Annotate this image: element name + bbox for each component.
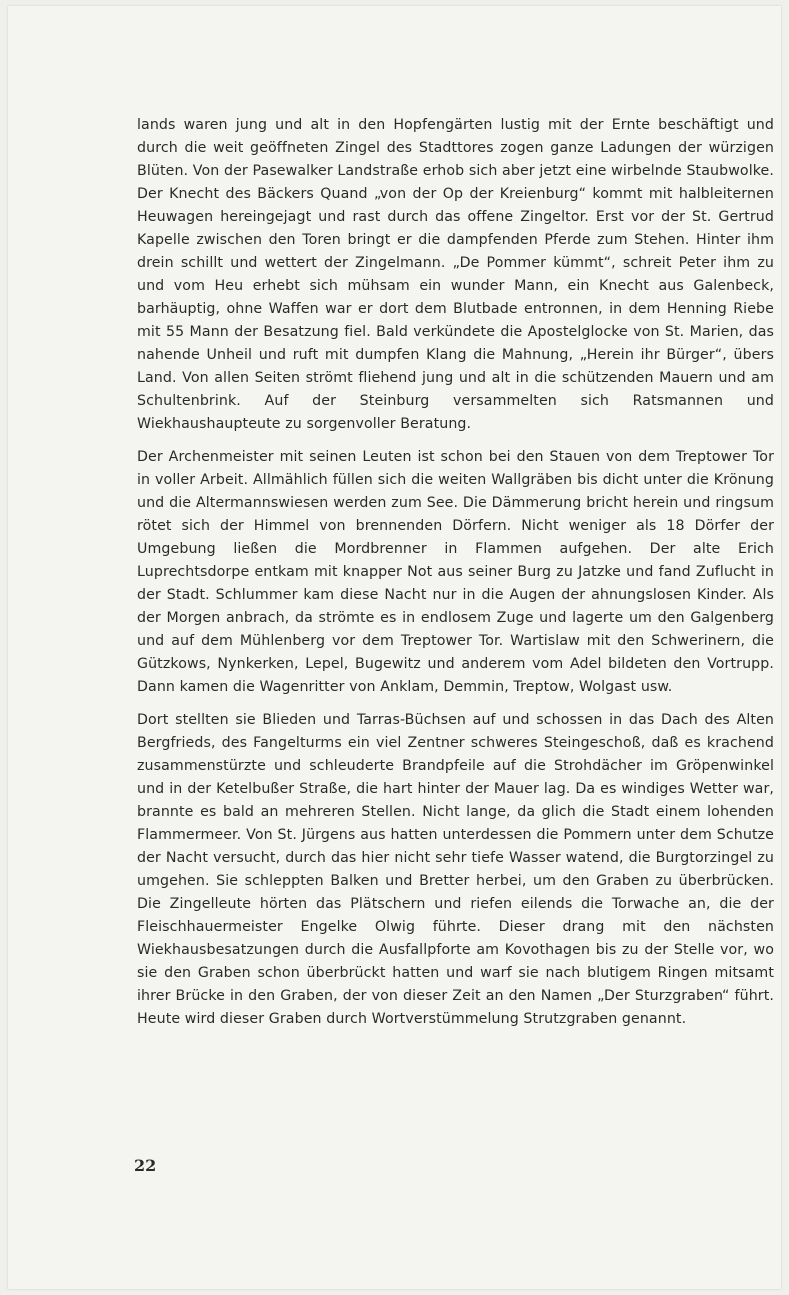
paragraph-3: Dort stellten sie Blieden und Tarras-Büchsen auf und schossen in das Dach des Alten Bergfrieds, des Fangelturms ein viel Zentner schweres Steingeschoß, daß es krachend zusammenstürzte und schleuderte Brandpfeile auf die Strohdächer im Gröpenwinkel und in der Ketelbußer Straße, die hart hinter der Mauer lag. Da es windiges Wetter war, brannte es bald an mehreren Stellen. Nicht lange, da glich die Stadt einem lohenden Flammermeer. Von St. Jürgens aus hatten unterdessen die Pommern unter dem Schutze der Nacht versucht, durch das hier nicht sehr tiefe Wasser watend, die Burgtorzingel zu umgehen. Sie schleppten Balken und Bretter herbei, um den Graben zu überbrücken. Die Zingelleute hörten das Plätschern und riefen eilends die Torwache an, die der Fleischhauermeister Engelke Olwig führte. Dieser drang mit den nächsten Wiekhausbesatzungen durch die Ausfallpforte am Kovothagen bis zu der Stelle vor, wo sie den Graben schon überbrückt hatten und warf sie nach blutigem Ringen mitsamt ihrer Brücke in den Graben, der von dieser Zeit an den Namen „Der Sturzgraben“ führt. Heute wird dieser Graben durch Wortverstümmelung Strutzgraben genannt.	[137, 712, 774, 1027]
paragraph-1: lands waren jung und alt in den Hopfengärten lustig mit der Ernte beschäftigt und durch die weit geöffneten Zingel des Stadttores zogen ganze Ladungen der würzigen Blüten. Von der Pasewalker Landstraße erhob sich aber jetzt eine wirbelnde Staubwolke. Der Knecht des Bäckers Quand „von der Op der Kreienburg“ kommt mit halbleiternen Heuwagen hereingejagt und rast durch das offene Zingeltor. Erst vor der St. Gertrud Kapelle zwischen den Toren bringt er die dampfenden Pferde zum Stehen. Hinter ihm drein schillt und wettert der Zingelmann. „De Pommer kümmt“, schreit Peter ihm zu und vom Heu erhebt sich mühsam ein wunder Mann, ein Knecht aus Galenbeck, barhäuptig, ohne Waffen war er dort dem Blutbade entronnen, in dem Henning Riebe mit 55 Mann der Besatzung fiel. Bald verkündete die Apostelglocke von St. Marien, das nahende Unheil und ruft mit dumpfen Klang die Mahnung, „Herein ihr Bürger“, übers Land. Von allen Seiten strömt fliehend jung und alt in die schützenden Mauern und am Schultenbrink. Auf der Steinburg versammelten sich Ratsmannen und Wiekhaushaupteute zu sorgenvoller Beratung.	[137, 117, 774, 432]
paragraph-2: Der Archenmeister mit seinen Leuten ist schon bei den Stauen von dem Treptower Tor in voller Arbeit. Allmählich füllen sich die weiten Wallgräben bis dicht unter die Krönung und die Altermannswiesen werden zum See. Die Dämmerung bricht herein und ringsum rötet sich der Himmel von brennenden Dörfern. Nicht weniger als 18 Dörfer der Umgebung ließen die Mordbrenner in Flammen aufgehen. Der alte Erich Luprechtsdorpe entkam mit knapper Not aus seiner Burg zu Jatzke und fand Zuflucht in der Stadt. Schlummer kam diese Nacht nur in die Augen der ahnungslosen Kinder. Als der Morgen anbrach, da strömte es in endlosem Zuge und lagerte um den Galgenberg und auf dem Mühlenberg vor dem Treptower Tor. Wartislaw mit den Schwerinern, die Gützkows, Nynkerken, Lepel, Bugewitz und anderem vom Adel bildeten den Vortrupp. Dann kamen die Wagenritter von Anklam, Demmin, Treptow, Wolgast usw.	[137, 449, 774, 695]
page-number: 22	[134, 1156, 157, 1175]
book-page	[8, 6, 781, 1289]
body-text	[137, 114, 774, 1041]
